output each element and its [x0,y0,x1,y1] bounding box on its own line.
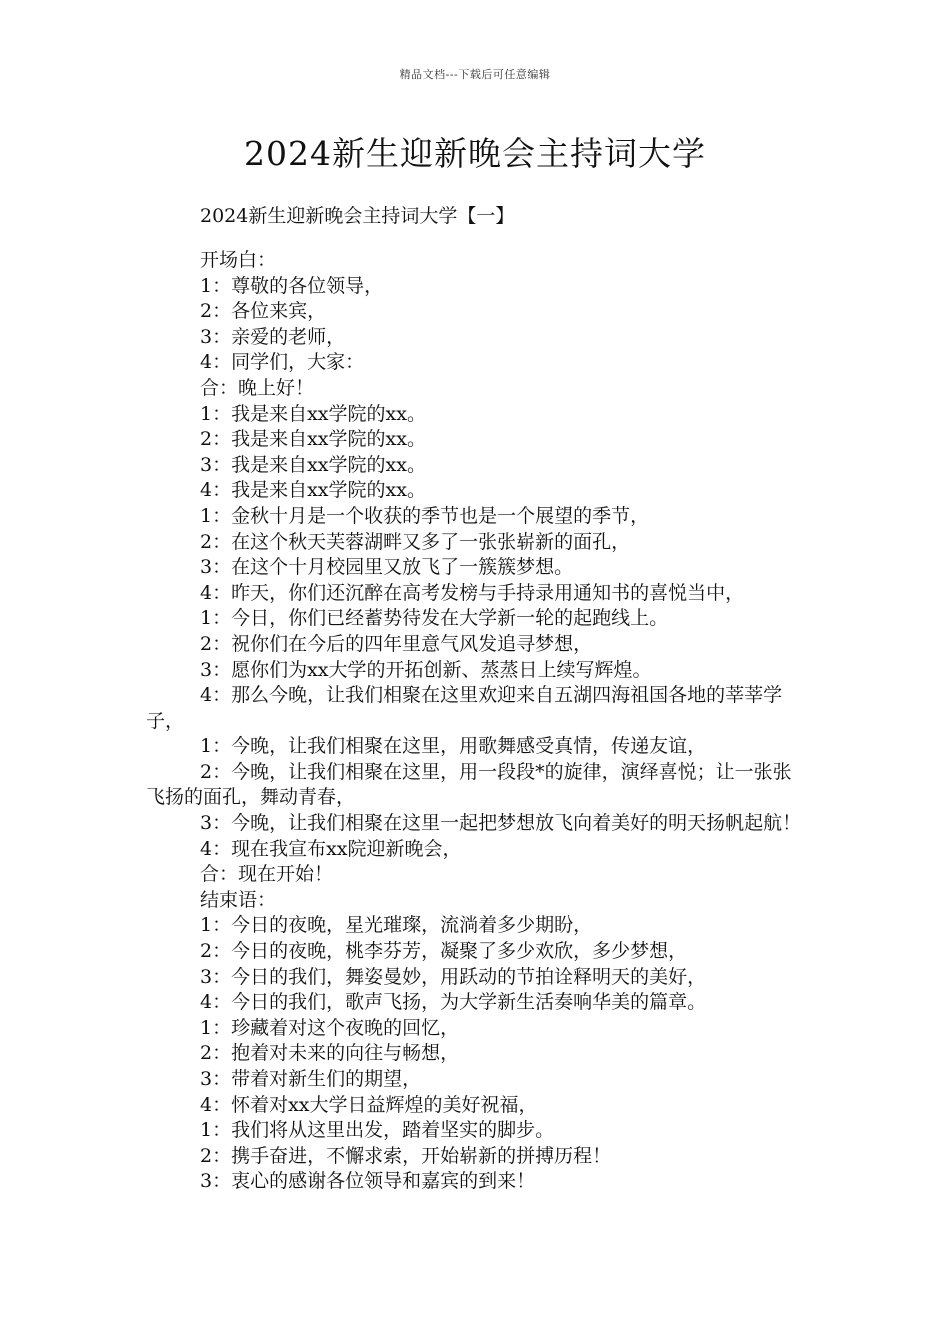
paragraph: 1：今日，你们已经蓄势待发在大学新一轮的起跑线上。 [200,607,669,630]
paragraph: 4：我是来自xx学院的xx。 [200,479,426,502]
paragraph: 合：现在开始！ [200,863,334,886]
paragraph: 开场白： [200,249,277,271]
paragraph: 4：昨天，你们还沉醉在高考发榜与手持录用通知书的喜悦当中， [200,581,745,604]
paragraph: 1：我是来自xx学院的xx。 [200,402,426,425]
paragraph: 2：祝你们在今后的四年里意气风发追寻梦想， [200,632,593,655]
paragraph: 2：我是来自xx学院的xx。 [200,428,426,451]
paragraph: 4：那么今晚，让我们相聚在这里欢迎来自五湖四海祖国各地的莘莘学子， [146,684,783,732]
paragraph: 2：在这个秋天芙蓉湖畔又多了一张张崭新的面孔， [200,530,631,553]
paragraph: 2：抱着对未来的向往与畅想， [200,1042,460,1065]
paragraph: 3：衷心的感谢各位领导和嘉宾的到来！ [200,1170,536,1193]
document-title: 2024新生迎新晚会主持词大学 [244,134,706,173]
paragraph: 3：在这个十月校园里又放飞了一簇簇梦想。 [200,556,574,579]
paragraph: 1：今日的夜晚，星光璀璨，流淌着多少期盼， [200,914,593,937]
paragraph: 1：尊敬的各位领导， [200,274,384,297]
paragraph: 4：现在我宣布xx院迎新晚会， [200,837,462,860]
paragraph: 1：我们将从这里出发，踏着坚实的脚步。 [200,1119,555,1142]
paragraph: 3：带着对新生们的期望， [200,1068,422,1090]
paragraph: 2：各位来宾， [200,300,327,323]
paragraph: 4：今日的我们，歌声飞扬，为大学新生活奏响华美的篇章。 [200,991,707,1014]
paragraph: 2：今晚，让我们相聚在这里，用一段段*的旋律，演绎喜悦；让一张张飞扬的面孔，舞动青春， [146,760,792,809]
paragraph: 4：怀着对xx大学日益辉煌的美好祝福， [200,1093,538,1116]
paragraph: 1：珍藏着对这个夜晚的回忆， [200,1016,460,1039]
paragraph: 3：今晚，让我们相聚在这里一起把梦想放飞向着美好的明天扬帆起航！ [200,812,802,835]
paragraph: 2：携手奋进，不懈求索，开始崭新的拼搏历程！ [200,1144,612,1167]
paragraph: 2：今日的夜晚，桃李芬芳，凝聚了多少欢欣，多少梦想， [200,940,688,963]
paragraph: 结束语： [200,888,277,911]
paragraph: 1：今晚，让我们相聚在这里，用歌舞感受真情，传递友谊， [200,735,707,758]
document-body [146,248,810,1195]
page-header-watermark: 精品文档---下载后可任意编辑 [399,68,551,81]
paragraph: 3：今日的我们，舞姿曼妙，用跃动的节拍诠释明天的美好， [200,965,707,988]
paragraph: 合：晚上好！ [200,376,315,399]
document-subtitle: 2024新生迎新晚会主持词大学【一】 [200,205,515,227]
paragraph: 3：愿你们为xx大学的开拓创新、蒸蒸日上续写辉煌。 [200,658,652,681]
paragraph: 1：金秋十月是一个收获的季节也是一个展望的季节， [200,504,650,527]
paragraph: 3：亲爱的老师， [200,325,346,348]
paragraph: 3：我是来自xx学院的xx。 [200,453,426,476]
paragraph: 4：同学们，大家： [200,351,365,374]
